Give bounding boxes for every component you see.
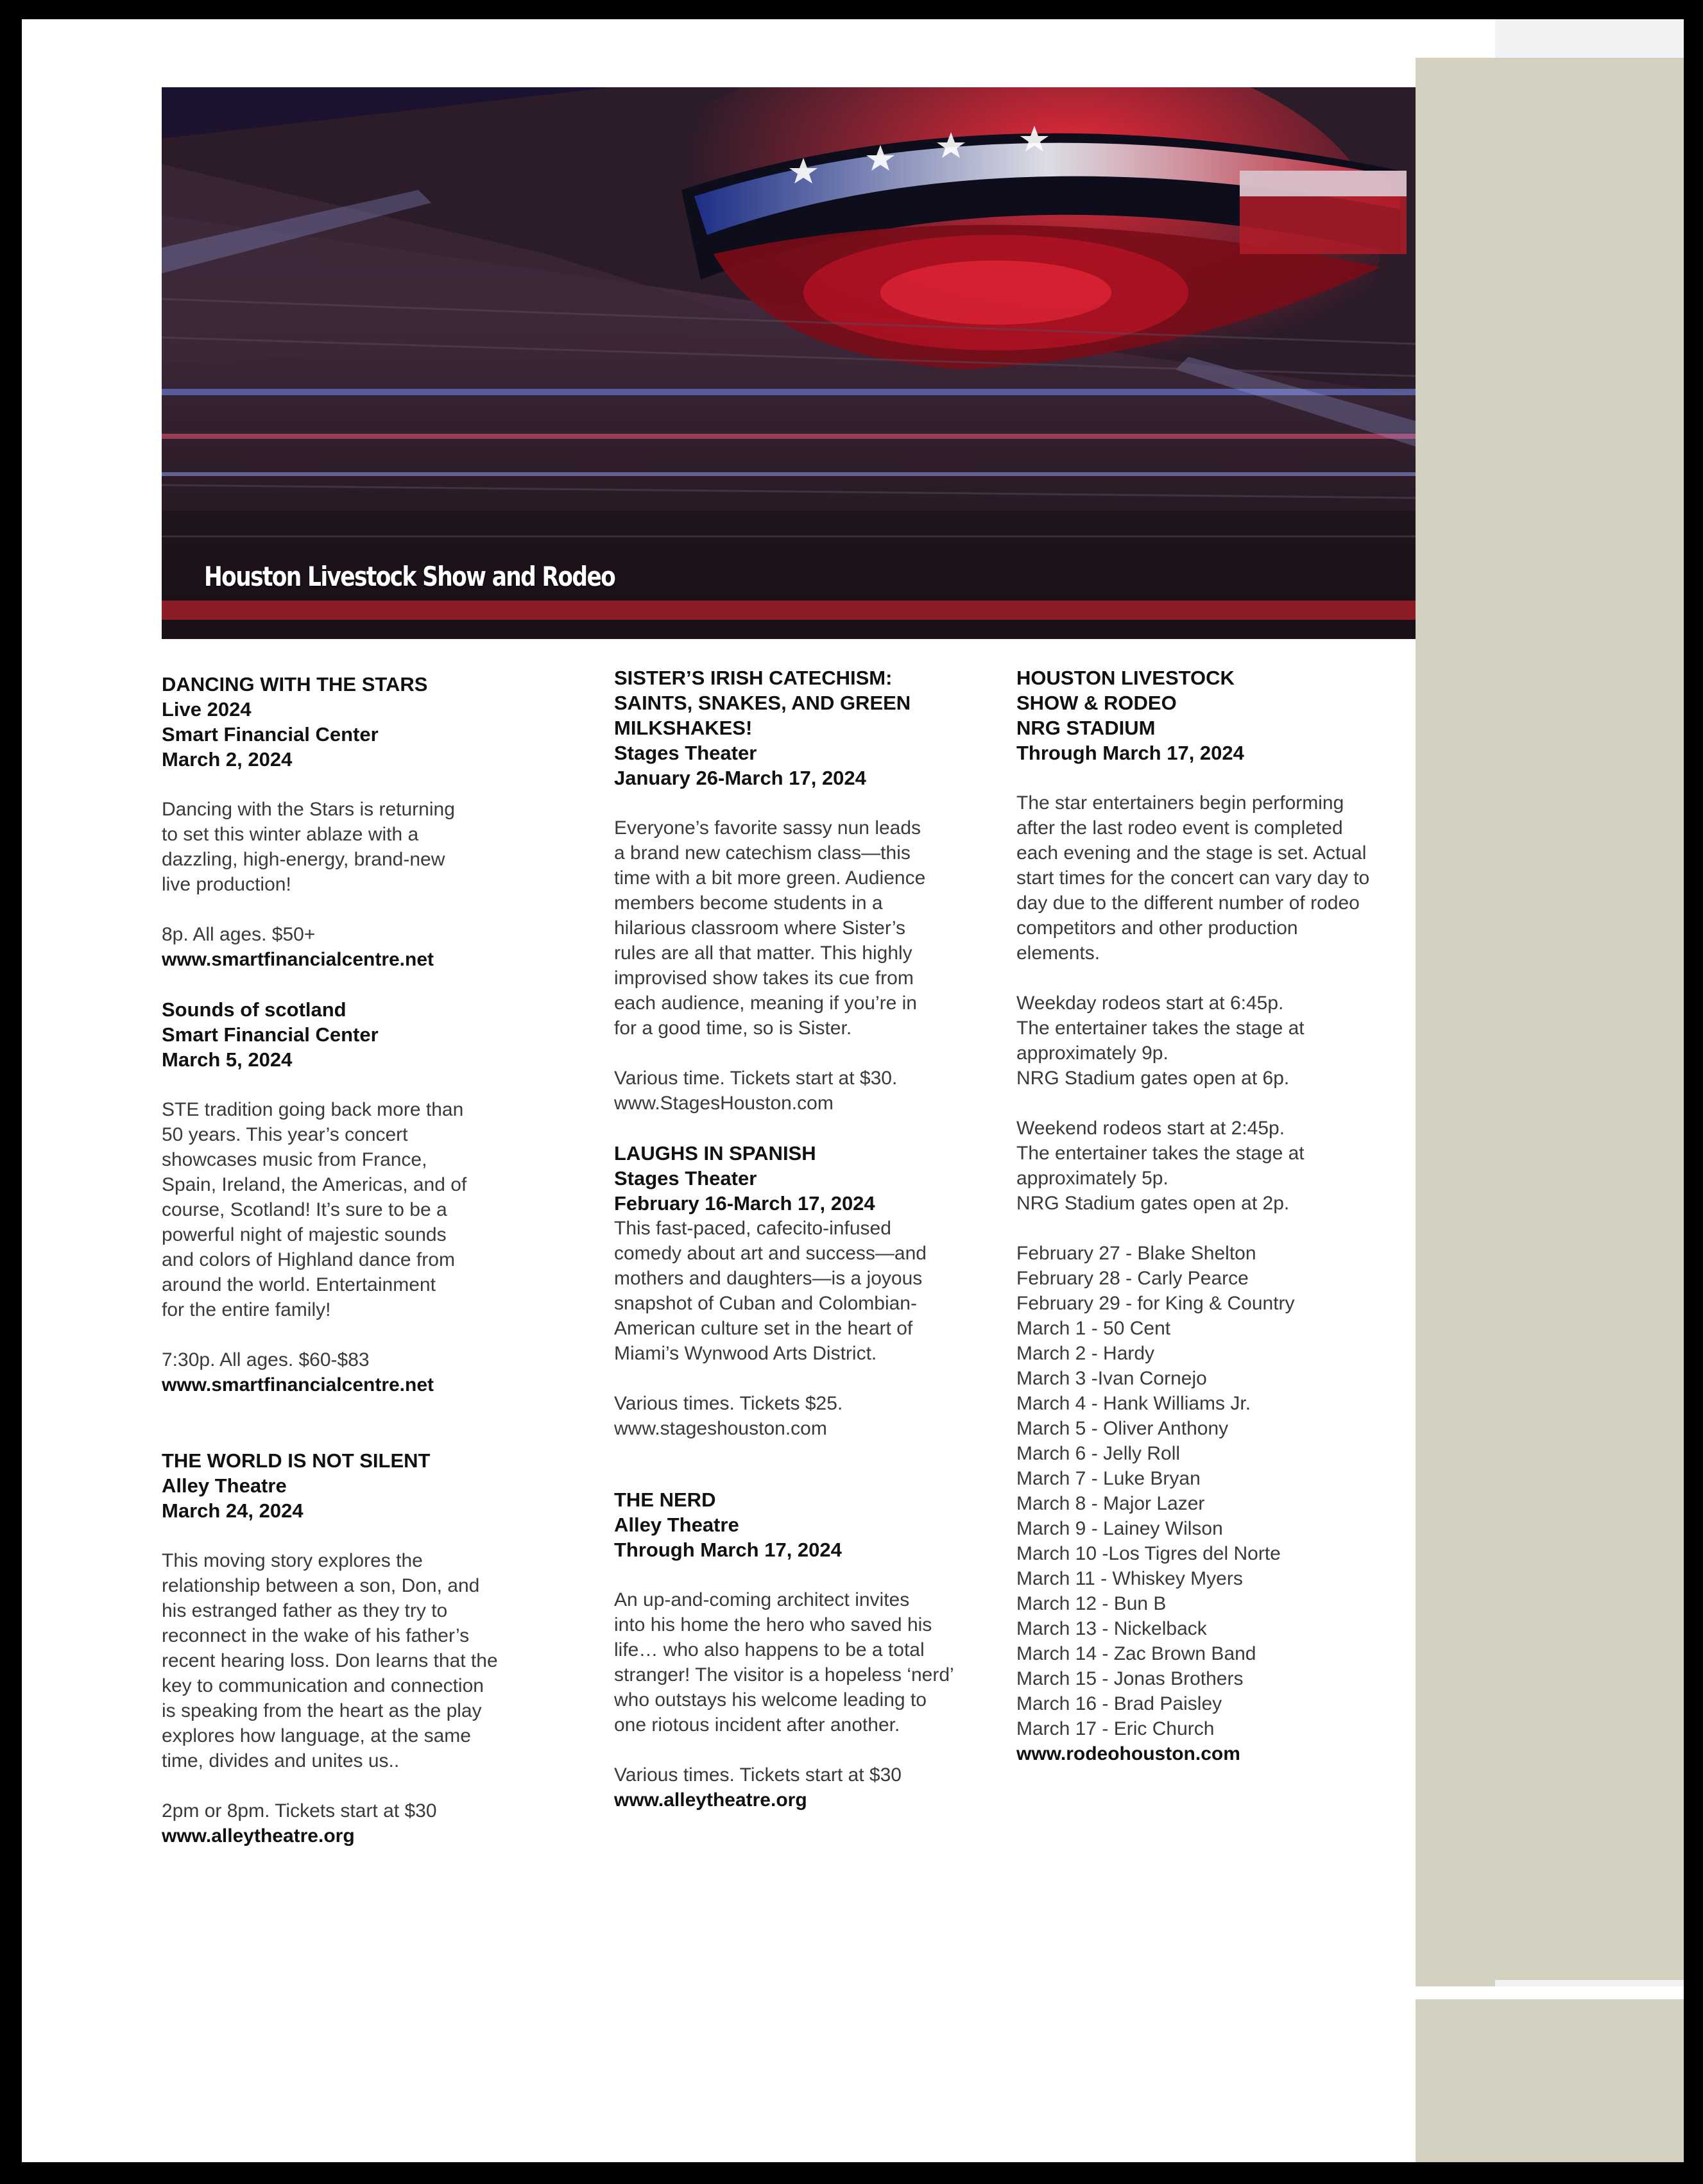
magazine-page (22, 19, 1684, 2162)
event-description-line: one riotous incident after another. (614, 1714, 900, 1736)
event-description-line: This moving story explores the (162, 1550, 423, 1571)
event-title: THE WORLD IS NOT SILENT (162, 1449, 431, 1472)
event-title-line: NRG STADIUM (1016, 717, 1156, 739)
event-title: DANCING WITH THE STARS (162, 673, 428, 695)
event-description-line: time, divides and unites us.. (162, 1750, 400, 1771)
event-date: Through March 17, 2024 (614, 1539, 842, 1561)
sidebar-break (1416, 1986, 1684, 1999)
event-description-line: a brand new catechism class—this (614, 842, 911, 864)
event-description-line: powerful night of majestic sounds (162, 1224, 447, 1245)
event-description-line: for the entire family! (162, 1299, 331, 1320)
event-details: Various times. Tickets start at $30 (614, 1764, 902, 1786)
event-title-line: MILKSHAKES! (614, 717, 753, 739)
event-description-line: key to communication and connection (162, 1675, 484, 1696)
lineup-item: March 1 - 50 Cent (1016, 1318, 1171, 1339)
event-title-line: SAINTS, SNAKES, AND GREEN (614, 692, 911, 714)
event-url-link[interactable]: www.smartfinancialcentre.net (162, 949, 434, 970)
event-description-line: Miami’s Wynwood Arts District. (614, 1343, 877, 1364)
event-description-line: to set this winter ablaze with a (162, 824, 419, 845)
event-the-nerd (614, 1487, 999, 1813)
event-description-line: competitors and other production (1016, 917, 1298, 939)
event-title-line: SHOW & RODEO (1016, 692, 1177, 714)
event-title: Sounds of scotland (162, 998, 347, 1021)
event-subtitle: Live 2024 (162, 698, 252, 721)
event-description-line: reconnect in the wake of his father’s (162, 1625, 470, 1646)
event-description-line: recent hearing loss. Don learns that the (162, 1650, 498, 1671)
event-venue: Alley Theatre (614, 1514, 739, 1536)
event-venue: Stages Theater (614, 1167, 757, 1190)
column-left (162, 672, 521, 1873)
event-date: March 24, 2024 (162, 1499, 304, 1522)
weekday-schedule-line: NRG Stadium gates open at 6p. (1016, 1068, 1290, 1089)
event-details: 7:30p. All ages. $60-$83 (162, 1349, 370, 1370)
arena-illustration (162, 87, 1416, 639)
event-description-line: elements. (1016, 943, 1100, 964)
lineup-item: March 7 - Luke Bryan (1016, 1468, 1201, 1489)
event-url-link[interactable]: www.StagesHouston.com (614, 1093, 834, 1114)
event-description-line: stranger! The visitor is a hopeless ‘nerd’ (614, 1664, 954, 1685)
lineup-item: March 4 - Hank Williams Jr. (1016, 1393, 1251, 1414)
event-dancing-with-the-stars (162, 672, 521, 972)
event-laughs-in-spanish (614, 1141, 999, 1441)
event-description-line: into his home the hero who saved his (614, 1614, 932, 1635)
lineup-item: March 6 - Jelly Roll (1016, 1443, 1181, 1464)
event-sounds-of-scotland (162, 997, 521, 1397)
lineup-item: March 5 - Oliver Anthony (1016, 1418, 1229, 1439)
weekend-schedule-line: approximately 5p. (1016, 1168, 1168, 1189)
event-description-line: comedy about art and success—and (614, 1243, 927, 1264)
event-description-line: around the world. Entertainment (162, 1274, 436, 1295)
event-description-line: each evening and the stage is set. Actual (1016, 842, 1367, 864)
event-description-line: live production! (162, 874, 291, 895)
lineup-item: March 3 -Ivan Cornejo (1016, 1368, 1207, 1389)
event-description-line: course, Scotland! It’s sure to be a (162, 1199, 447, 1220)
event-description-line: explores how language, at the same (162, 1725, 471, 1746)
event-url-link[interactable]: www.smartfinancialcentre.net (162, 1374, 434, 1395)
event-sisters-irish-catechism (614, 665, 999, 1116)
event-description-line: start times for the concert can vary day to (1016, 867, 1370, 889)
sidebar-break-tab (1495, 1980, 1684, 1986)
event-description-line: showcases music from France, (162, 1149, 427, 1170)
lineup-item: March 11 - Whiskey Myers (1016, 1568, 1243, 1589)
lineup-item: March 2 - Hardy (1016, 1343, 1155, 1364)
event-details: Various time. Tickets start at $30. (614, 1068, 898, 1089)
lineup-item: February 28 - Carly Pearce (1016, 1268, 1249, 1289)
lineup-item: March 10 -Los Tigres del Norte (1016, 1543, 1281, 1564)
event-description-line: who outstays his welcome leading to (614, 1689, 927, 1711)
event-url-link[interactable]: www.alleytheatre.org (162, 1825, 355, 1847)
event-venue: Alley Theatre (162, 1474, 287, 1497)
event-description-line: Everyone’s favorite sassy nun leads (614, 817, 921, 839)
weekend-schedule-line: NRG Stadium gates open at 2p. (1016, 1193, 1290, 1214)
event-venue: Smart Financial Center (162, 1023, 379, 1046)
lineup-item: March 8 - Major Lazer (1016, 1493, 1205, 1514)
event-date: March 2, 2024 (162, 748, 293, 771)
weekend-schedule-line: Weekend rodeos start at 2:45p. (1016, 1118, 1285, 1139)
event-description-line: The star entertainers begin performing (1016, 792, 1344, 814)
event-description-line: American culture set in the heart of (614, 1318, 913, 1339)
corner-tab (1495, 19, 1684, 59)
event-title-line: SISTER’S IRISH CATECHISM: (614, 667, 893, 689)
event-title-line: HOUSTON LIVESTOCK (1016, 667, 1235, 689)
event-description-line: Dancing with the Stars is returning (162, 799, 455, 820)
event-url-link[interactable]: www.rodeohouston.com (1016, 1743, 1240, 1764)
rodeo-photo (162, 87, 1416, 639)
event-description-line: his estranged father as they try to (162, 1600, 448, 1621)
event-description-line: members become students in a (614, 892, 883, 914)
event-description-line: hilarious classroom where Sister’s (614, 917, 906, 939)
event-description-line: relationship between a son, Don, and (162, 1575, 480, 1596)
weekday-schedule-line: Weekday rodeos start at 6:45p. (1016, 993, 1284, 1014)
event-venue: Smart Financial Center (162, 723, 379, 746)
event-description-line: 50 years. This year’s concert (162, 1124, 408, 1145)
event-description-line: for a good time, so is Sister. (614, 1018, 852, 1039)
weekend-schedule-line: The entertainer takes the stage at (1016, 1143, 1305, 1164)
event-description-line: An up-and-coming architect invites (614, 1589, 910, 1610)
lineup-item: March 9 - Lainey Wilson (1016, 1518, 1223, 1539)
event-date: January 26-March 17, 2024 (614, 767, 866, 789)
event-description-line: time with a bit more green. Audience (614, 867, 926, 889)
event-date: February 16-March 17, 2024 (614, 1192, 875, 1215)
lineup-item: March 12 - Bun B (1016, 1593, 1167, 1614)
event-description-line: life… who also happens to be a total (614, 1639, 925, 1660)
lineup-item: March 14 - Zac Brown Band (1016, 1643, 1256, 1664)
event-details: Various times. Tickets $25. (614, 1393, 843, 1414)
event-description-line: each audience, meaning if you’re in (614, 993, 917, 1014)
event-world-is-not-silent (162, 1448, 521, 1848)
event-description-line: STE tradition going back more than (162, 1099, 464, 1120)
lineup-item: March 13 - Nickelback (1016, 1618, 1207, 1639)
event-details: 8p. All ages. $50+ (162, 924, 316, 945)
column-middle (614, 665, 999, 1838)
sidebar-panel (1416, 58, 1684, 2162)
event-venue: Stages Theater (614, 742, 757, 764)
lineup-item: February 29 - for King & Country (1016, 1293, 1295, 1314)
event-description-line: mothers and daughters—is a joyous (614, 1268, 923, 1289)
event-description-line: This fast-paced, cafecito-infused (614, 1218, 891, 1239)
event-description-line: dazzling, high-energy, brand-new (162, 849, 445, 870)
event-houston-rodeo (1016, 665, 1414, 1766)
event-description-line: is speaking from the heart as the play (162, 1700, 482, 1721)
lineup-item: March 16 - Brad Paisley (1016, 1693, 1222, 1714)
event-description-line: after the last rodeo event is completed (1016, 817, 1343, 839)
event-title: LAUGHS IN SPANISH (614, 1142, 816, 1165)
event-date: Through March 17, 2024 (1016, 742, 1244, 764)
event-description-line: rules are all that matter. This highly (614, 943, 912, 964)
column-right (1016, 665, 1414, 1766)
lineup-item: February 27 - Blake Shelton (1016, 1243, 1256, 1264)
weekday-schedule-line: The entertainer takes the stage at (1016, 1018, 1305, 1039)
weekday-schedule-line: approximately 9p. (1016, 1043, 1168, 1064)
event-description-line: day due to the different number of rodeo (1016, 892, 1360, 914)
event-url-link[interactable]: www.alleytheatre.org (614, 1789, 807, 1811)
event-title: THE NERD (614, 1489, 716, 1511)
lineup-item: March 17 - Eric Church (1016, 1718, 1215, 1739)
event-url-link[interactable]: www.stageshouston.com (614, 1418, 827, 1439)
event-details: 2pm or 8pm. Tickets start at $30 (162, 1800, 437, 1821)
event-date: March 5, 2024 (162, 1048, 293, 1071)
event-description-line: snapshot of Cuban and Colombian- (614, 1293, 917, 1314)
event-description-line: improvised show takes its cue from (614, 968, 914, 989)
lineup-item: March 15 - Jonas Brothers (1016, 1668, 1244, 1689)
event-description-line: Spain, Ireland, the Americas, and of (162, 1174, 467, 1195)
photo-caption: Houston Livestock Show and Rodeo (204, 561, 615, 592)
event-description-line: and colors of Highland dance from (162, 1249, 455, 1270)
